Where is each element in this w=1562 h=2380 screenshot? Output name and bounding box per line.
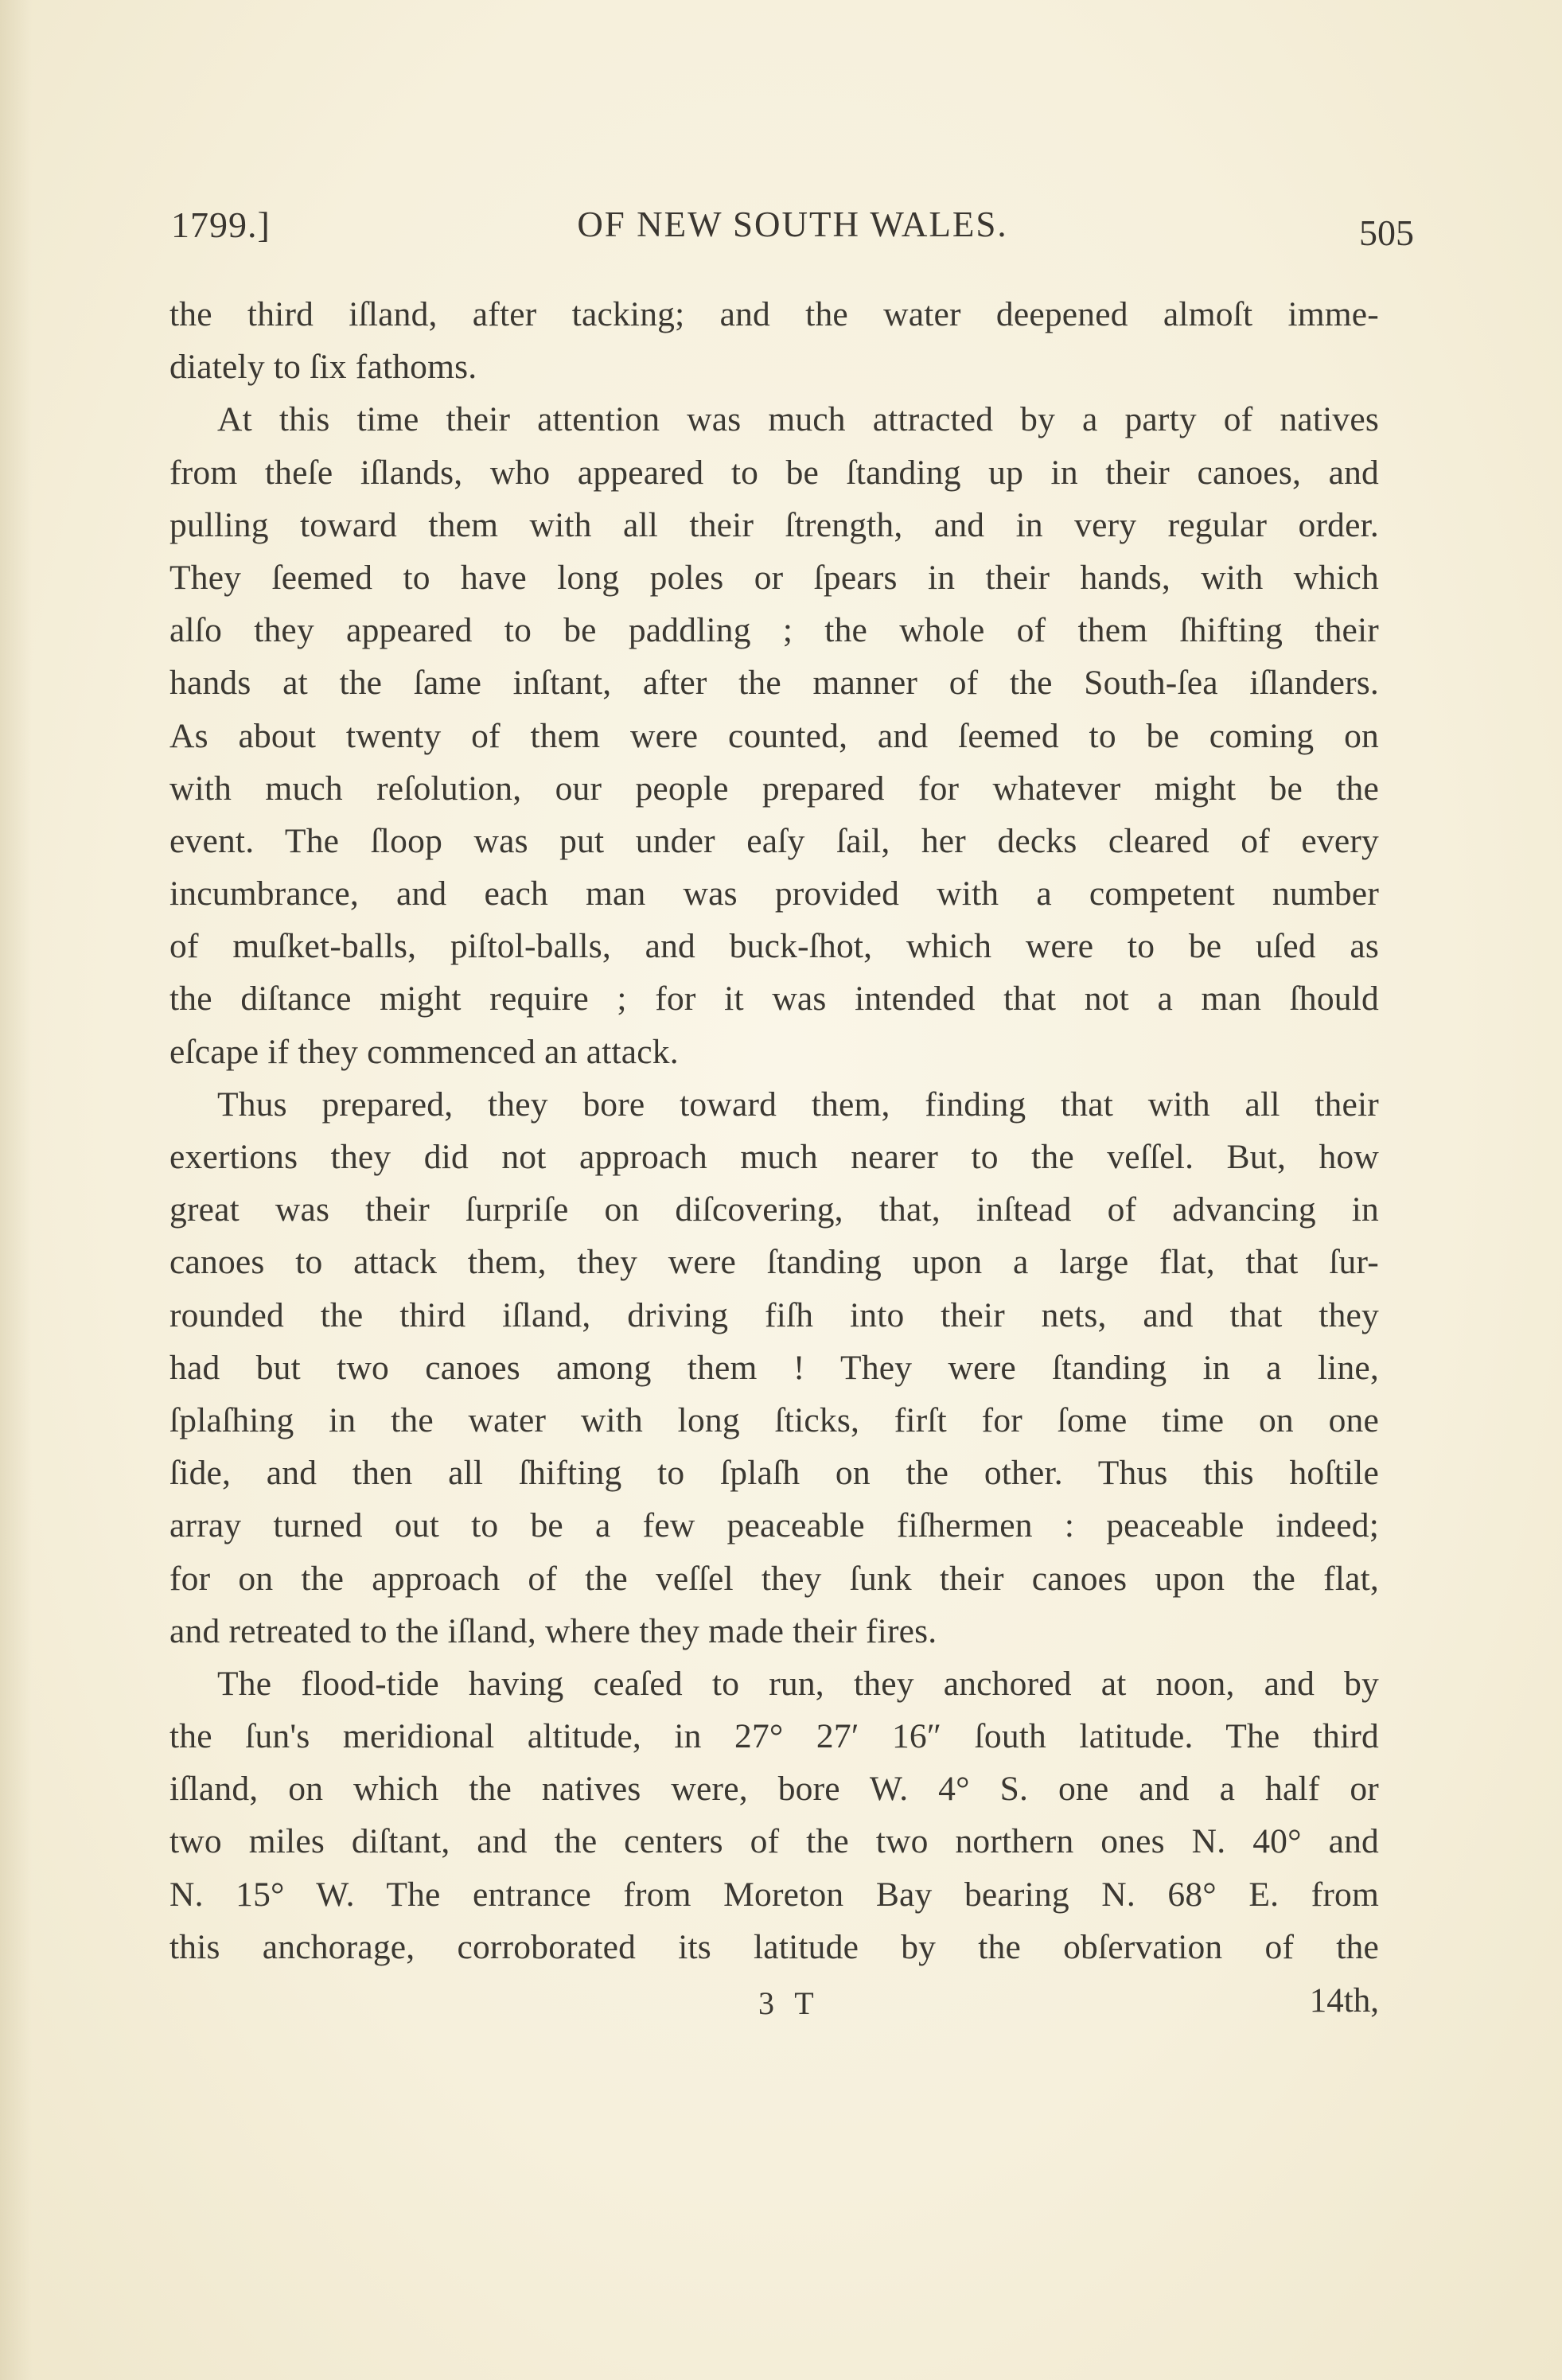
text-line: As about twenty of them were counted, and ſeemed to be coming on xyxy=(169,716,1379,755)
text-line: from theſe iſlands, who appeared to be ſtanding up in their canoes, and xyxy=(169,453,1379,492)
text-line: ſide, and then all ſhifting to ſplaſh on the other. Thus this hoſtile xyxy=(169,1454,1379,1493)
text-line: At this time their attention was much attracted by a party of natives xyxy=(217,400,1379,439)
text-line: two miles diſtant, and the centers of the two northern ones N. 40° and xyxy=(169,1822,1379,1861)
text-line: of muſket-balls, piſtol-balls, and buck-ſhot, which were to be uſed as xyxy=(169,927,1379,966)
text-line: the third iſland, after tacking; and the water deepened almoſt imme- xyxy=(169,295,1379,333)
text-line: iſland, on which the natives were, bore W. 4° S. one and a half or xyxy=(169,1770,1379,1809)
text-line: incumbrance, and each man was provided with a competent number xyxy=(169,874,1379,913)
page-footer xyxy=(169,1981,1379,2029)
text-line: pulling toward them with all their ſtrength, and in very regular order. xyxy=(169,505,1379,544)
text-line: array turned out to be a few peaceable fiſhermen : peaceable indeed; xyxy=(169,1506,1379,1545)
text-line: with much reſolution, our people prepared for whatever might be the xyxy=(169,769,1379,808)
text-line: Thus prepared, they bore toward them, finding that with all their xyxy=(217,1085,1379,1124)
text-line: had but two canoes among them ! They were ſtanding in a line, xyxy=(169,1348,1379,1387)
text-line: hands at the ſame inſtant, after the manner of the South-ſea iſlanders. xyxy=(169,664,1379,703)
body-text xyxy=(169,288,1379,1973)
text-line: this anchorage, corroborated its latitude by the obſervation of the xyxy=(169,1927,1379,1966)
running-head xyxy=(171,197,1414,253)
text-line: canoes to attack them, they were ſtanding upon a large flat, that ſur- xyxy=(169,1243,1379,1282)
text-line: for on the approach of the veſſel they ſunk their canoes upon the flat, xyxy=(169,1559,1379,1598)
text-line: exertions they did not approach much nearer to the veſſel. But, how xyxy=(169,1138,1379,1176)
text-line: eſcape if they commenced an attack. xyxy=(169,1032,679,1071)
page-edge-shadow xyxy=(0,0,32,2380)
text-line: The flood-tide having ceaſed to run, they anchored at noon, and by xyxy=(217,1664,1379,1703)
running-head-year: 1799.] xyxy=(171,205,271,245)
text-line: and retreated to the iſland, where they made their fires. xyxy=(169,1611,937,1650)
text-line: They ſeemed to have long poles or ſpears in their hands, with which xyxy=(169,558,1379,597)
text-line: great was their ſurpriſe on diſcovering, that, inſtead of advancing in xyxy=(169,1190,1379,1229)
signature-mark: 3 T xyxy=(758,1985,820,2021)
text-line: ſplaſhing in the water with long ſticks, firſt for ſome time on one xyxy=(169,1400,1379,1439)
text-line: alſo they appeared to be paddling ; the whole of them ſhifting their xyxy=(169,611,1379,650)
catchword: 14th, xyxy=(1309,1982,1379,2020)
text-line: diately to ſix fathoms. xyxy=(169,348,477,387)
text-line: the diſtance might require ; for it was intended that not a man ſhould xyxy=(169,980,1379,1019)
text-line: event. The ſloop was put under eaſy ſail, her decks cleared of every xyxy=(169,821,1379,860)
page-number: 505 xyxy=(1359,212,1414,253)
text-line: rounded the third iſland, driving fiſh into their nets, and that they xyxy=(169,1295,1379,1334)
text-line: N. 15° W. The entrance from Moreton Bay bearing N. 68° E. from xyxy=(169,1875,1379,1914)
running-head-title: OF NEW SOUTH WALES. xyxy=(577,205,1008,244)
text-line: the ſun's meridional altitude, in 27° 27′ 16″ ſouth latitude. The third xyxy=(169,1717,1379,1756)
